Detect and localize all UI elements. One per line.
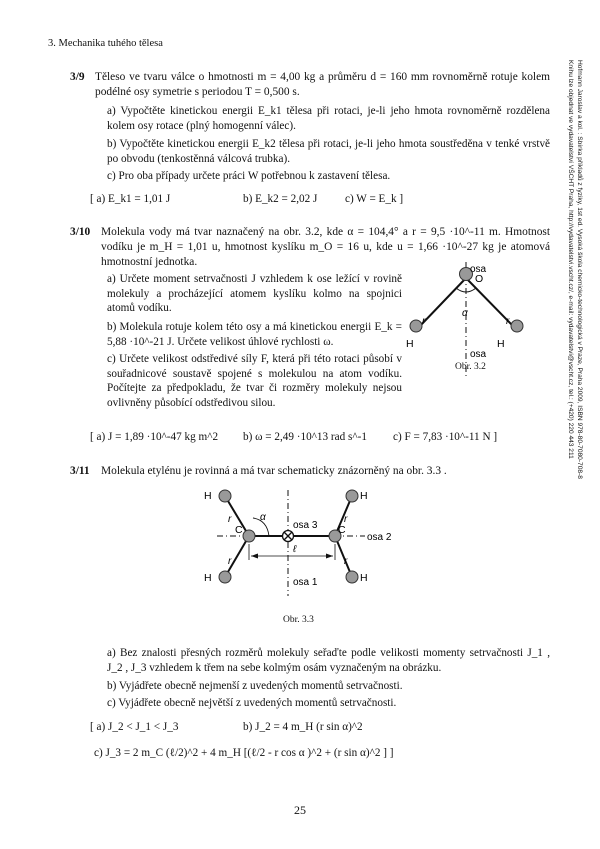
bond-length-right: r <box>506 316 510 327</box>
problem-3-9-part-a: a) Vypočtěte kinetickou energii E_k1 tělesa při rotaci, je-li jeho hmota rovnoměrně rozdělena kolem osy rotace (plný homogenní válec). <box>107 105 550 132</box>
hydrogen-label: H <box>204 572 212 584</box>
answer-a: [ a) J = 1,89 ·10^-47 kg m^2 <box>90 431 219 443</box>
hydrogen-atom-top-left <box>219 490 231 502</box>
side-note <box>567 60 584 580</box>
dimension-arrow-left <box>251 554 258 559</box>
hydrogen-label-left: H <box>406 338 414 350</box>
bond-length-label: r <box>228 514 232 525</box>
carbon-label: C <box>235 524 243 536</box>
problem-3-11-part-a: a) Bez znalosti přesných rozměrů molekuly seřaďte podle velikosti momenty setrvačnosti J_1 , J_2 , J_3 vzhledem k třem na sebe kolmým osám vyznačeným na obrázku. <box>107 647 550 674</box>
bond-length-label: r <box>344 514 348 525</box>
bond-length-label: r <box>344 556 348 567</box>
ethylene-molecule-figure <box>195 484 415 602</box>
axis-2-label: osa 2 <box>367 532 392 543</box>
problem-text: Molekula etylénu je rovinná a má tvar schematicky znázorněný na obr. 3.3 . <box>101 465 447 477</box>
figure-caption: Obr. 3.2 <box>455 362 486 372</box>
hydrogen-atom-bottom-left <box>219 571 231 583</box>
problem-3-10-part-a: a) Určete moment setrvačnosti J vzhledem k ose ležící v rovině molekuly a procházející atomem kyslíku kolmo na spojnici atomů vodíku. <box>107 273 402 314</box>
bond-length-left: r <box>422 316 426 327</box>
answer-c: c) J_3 = 2 m_C (ℓ/2)^2 + 4 m_H [(ℓ/2 - r cos α )^2 + (r sin α)^2 ] ] <box>94 747 394 759</box>
problem-text: Těleso ve tvaru válce o hmotnosti m = 4,00 kg a průměru d = 160 mm rovnoměrně rotuje kolem podélné osy symetrie s periodou T = 0,500 s. <box>95 71 550 98</box>
axis-3-label: osa 3 <box>293 520 318 531</box>
running-header: 3. Mechanika tuhého tělesa <box>48 38 163 49</box>
problem-number: 3/9 <box>70 71 85 83</box>
oxygen-label: O <box>475 273 484 285</box>
answer-b: b) J_2 = 4 m_H (r sin α)^2 <box>243 721 363 733</box>
hydrogen-label: H <box>360 572 368 584</box>
page-number: 25 <box>294 803 306 817</box>
problem-number: 3/11 <box>70 465 90 477</box>
side-note-line-2: Knihu lze objednat ve vydavatelství VŠCHT Praha, http://vydavatelstvi.vscht.cz/, e-mail: vydavatelstvi@vscht.cz, tel.: (+420) 220 443 211 <box>567 60 574 459</box>
problem-3-11 <box>70 464 550 479</box>
answer-a: [ a) E_k1 = 1,01 J <box>90 193 171 205</box>
problem-3-9-part-c: c) Pro oba případy určete práci W potřebnou k zastavení tělesa. <box>107 170 391 182</box>
hydrogen-label: H <box>204 490 212 502</box>
axis-label-bottom: osa <box>470 349 487 360</box>
hydrogen-label-right: H <box>497 338 505 350</box>
hydrogen-atom-top-right <box>346 490 358 502</box>
problem-3-9 <box>70 70 550 100</box>
answer-b: b) ω = 2,49 ·10^13 rad s^-1 <box>243 431 367 443</box>
distance-label: ℓ <box>293 544 297 555</box>
answer-c: c) F = 7,83 ·10^-11 N ] <box>393 431 498 443</box>
dimension-arrow-right <box>326 554 333 559</box>
bond-left <box>420 278 466 326</box>
answer-a: [ a) J_2 < J_1 < J_3 <box>90 721 179 733</box>
axis-label-top: osa <box>470 264 487 275</box>
problem-3-11-part-c: c) Vyjádřete obecně největší z uvedených momentů setrvačnosti. <box>107 697 397 709</box>
problem-number: 3/10 <box>70 226 91 238</box>
answer-b: b) E_k2 = 2,02 J <box>243 193 318 205</box>
problem-3-10-part-b: b) Molekula rotuje kolem této osy a má kinetickou energii E_k = 5,88 ·10^-21 J. Určete velikost úhlové rychlosti ω. <box>107 321 402 348</box>
axis-1-label: osa 1 <box>293 577 318 588</box>
side-note-line-1: Hofmann Jaroslav a kol. : Sbírka příkladů z fyziky, 1st ed. Vysoká škola chemicko-technologická v Praze, Praha 2009, ISBN 978-80-7080-708-8 <box>576 60 583 479</box>
problem-3-9-part-b: b) Vypočtěte kinetickou energii E_k2 tělesa při rotaci, je-li jeho hmota soustředěna v tenké vrstvě po obvodu (tenkostěnná válcová trubka). <box>107 138 550 165</box>
hydrogen-label: H <box>360 490 368 502</box>
figure-caption: Obr. 3.3 <box>283 615 314 625</box>
angle-label: α <box>260 512 266 523</box>
problem-text: Molekula vody má tvar naznačený na obr. 3.2, kde α = 104,4° a r = 9,5 ·10^-11 m. Hmotnost vodíku je m_H = 1,01 u, hmotnost kyslíku m_O = 16 u, kde u = 1,66 ·10^-27 kg je atomová hmotnostní jednotka. <box>101 226 550 268</box>
problem-3-10-part-c: c) Určete velikost odstředivé síly F, která při této rotaci působí v souřadnicové soustavě spojené s molekulou na atom vodíku. Počítejte za předpokladu, že tvar či rozměry molekuly nejsou ovlivněny působící odstředivou silou. <box>107 353 402 409</box>
carbon-label: C <box>338 524 346 536</box>
answer-c: c) W = E_k ] <box>345 193 404 205</box>
hydrogen-atom-left <box>410 320 422 332</box>
carbon-atom-left <box>243 530 255 542</box>
hydrogen-atom-bottom-right <box>346 571 358 583</box>
angle-label: α <box>462 308 468 319</box>
hydrogen-atom-right <box>511 320 523 332</box>
problem-3-11-part-b: b) Vyjádřete obecně nejmenší z uvedených momentů setrvačnosti. <box>107 680 403 692</box>
bond-length-label: r <box>228 556 232 567</box>
